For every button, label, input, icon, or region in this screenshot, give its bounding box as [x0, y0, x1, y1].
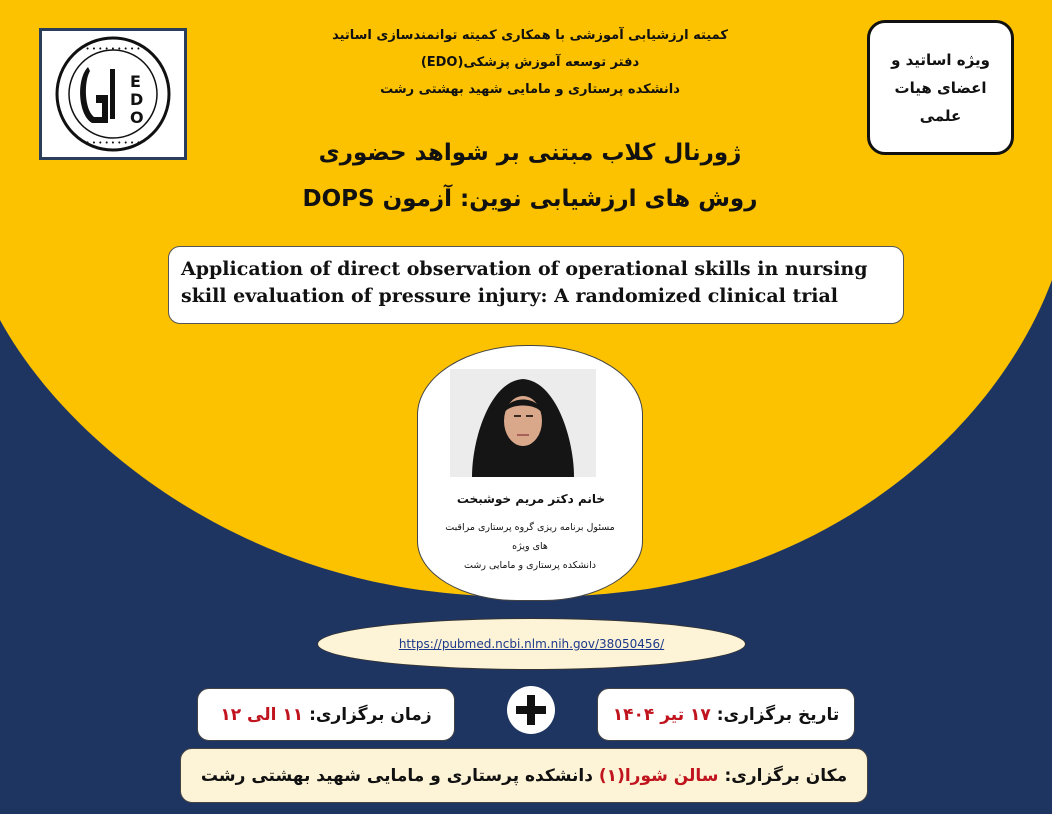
article-title-box [168, 246, 904, 324]
presenter-role-line-2: های ویژه [512, 541, 548, 552]
article-title: Application of direct observation of operational skills in nursing skill evaluation of pressure injury: A randomized clinical trial [181, 258, 868, 307]
article-link-pill [317, 618, 746, 670]
header-line-2: دفتر توسعه آموزش پزشکی(EDO) [420, 55, 640, 70]
date-label: تاریخ برگزاری: [716, 704, 840, 725]
presenter-role-line-1: مسئول برنامه ریزی گروه پرستاری مراقبت [445, 522, 615, 533]
audience-line-1: ویژه اساتید و [891, 50, 990, 69]
audience-line-3: علمی [919, 106, 962, 125]
presenter-role-line-3: دانشکده پرستاری و مامایی رشت [464, 560, 596, 571]
audience-line-2: اعضای هیات [894, 78, 987, 97]
time-box [197, 688, 455, 741]
time-value: ۱۱ الی ۱۲ [220, 704, 304, 725]
plus-icon [507, 686, 555, 734]
date-value: ۱۷ تیر ۱۴۰۴ [612, 704, 711, 725]
event-subtitle: روش های ارزشیابی نوین: آزمون DOPS [302, 186, 758, 212]
header-line-1: کمیته ارزشیابی آموزشی با همکاری کمیته توانمندسازی اساتید [332, 28, 728, 43]
event-title: ژورنال کلاب مبتنی بر شواهد حضوری [318, 140, 742, 166]
edo-logo [39, 28, 187, 160]
venue-box [180, 748, 868, 803]
svg-text:• • • • • • • • •: • • • • • • • • • [85, 139, 141, 147]
date-box [597, 688, 855, 741]
audience-badge [867, 20, 1014, 155]
svg-text:O: O [130, 108, 144, 127]
time-label: زمان برگزاری: [309, 704, 432, 725]
svg-text:• • • • • • • • •: • • • • • • • • • [85, 45, 141, 53]
presenter-name: خانم دکتر مریم خوشبخت [456, 492, 606, 506]
presenter-photo [450, 369, 596, 477]
article-link[interactable]: https://pubmed.ncbi.nlm.nih.gov/38050456/ [398, 637, 665, 651]
presenter-card [417, 345, 643, 601]
svg-text:D: D [130, 90, 144, 109]
presenter-role [432, 518, 628, 575]
organizer-header [260, 22, 800, 103]
svg-text:E: E [130, 72, 141, 91]
header-line-3: دانشکده پرستاری و مامایی شهید بهشتی رشت [380, 82, 680, 97]
venue-hall: سالن شورا(۱) [598, 765, 719, 786]
venue-label: مکان برگزاری: [724, 765, 848, 786]
venue-place: دانشکده پرستاری و مامایی شهید بهشتی رشت [200, 765, 593, 786]
